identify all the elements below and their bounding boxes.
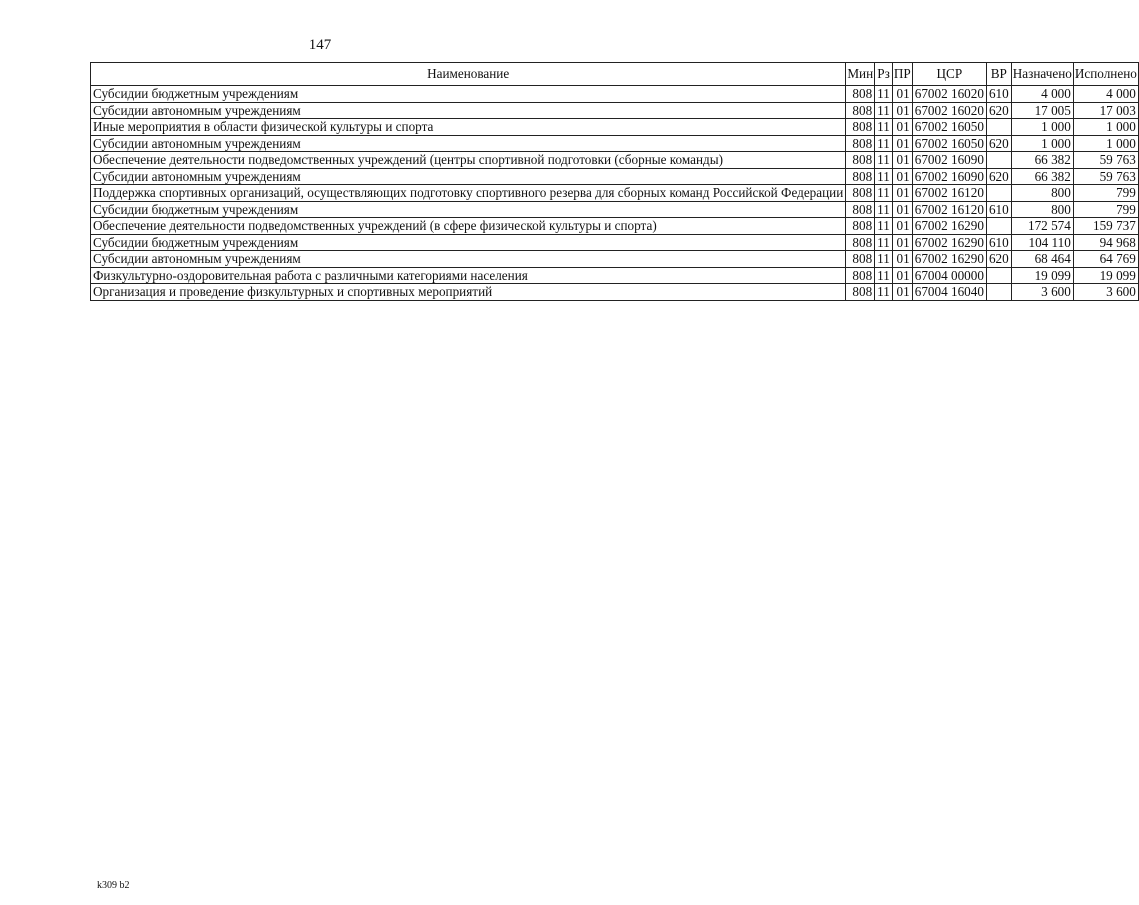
cell-naznacheno: 66 382	[1011, 152, 1073, 169]
cell-ispolneno: 64 769	[1073, 251, 1138, 268]
cell-name: Субсидии автономным учреждениям	[91, 102, 846, 119]
cell-min: 808	[846, 185, 875, 202]
cell-min: 808	[846, 119, 875, 136]
cell-pr: 01	[892, 234, 912, 251]
cell-vr: 620	[986, 135, 1011, 152]
cell-vr	[986, 267, 1011, 284]
cell-pr: 01	[892, 135, 912, 152]
cell-vr: 610	[986, 201, 1011, 218]
cell-pr: 01	[892, 218, 912, 235]
table-row	[91, 234, 1139, 251]
cell-ispolneno: 799	[1073, 201, 1138, 218]
cell-vr: 620	[986, 102, 1011, 119]
header-min: Мин	[846, 63, 875, 86]
cell-naznacheno: 68 464	[1011, 251, 1073, 268]
cell-min: 808	[846, 284, 875, 301]
cell-csr: 67002 16120	[912, 185, 986, 202]
cell-ispolneno: 1 000	[1073, 119, 1138, 136]
cell-pr: 01	[892, 168, 912, 185]
cell-pr: 01	[892, 102, 912, 119]
cell-name: Субсидии бюджетным учреждениям	[91, 234, 846, 251]
cell-naznacheno: 1 000	[1011, 119, 1073, 136]
cell-naznacheno: 66 382	[1011, 168, 1073, 185]
cell-pr: 01	[892, 284, 912, 301]
cell-rz: 11	[875, 102, 893, 119]
cell-naznacheno: 172 574	[1011, 218, 1073, 235]
cell-csr: 67002 16050	[912, 135, 986, 152]
cell-min: 808	[846, 267, 875, 284]
cell-vr	[986, 185, 1011, 202]
cell-csr: 67004 16040	[912, 284, 986, 301]
cell-name: Субсидии автономным учреждениям	[91, 135, 846, 152]
header-ispolneno: Исполнено	[1073, 63, 1138, 86]
cell-pr: 01	[892, 152, 912, 169]
cell-min: 808	[846, 135, 875, 152]
cell-ispolneno: 17 003	[1073, 102, 1138, 119]
cell-name: Субсидии бюджетным учреждениям	[91, 86, 846, 103]
table-row	[91, 168, 1139, 185]
cell-ispolneno: 59 763	[1073, 152, 1138, 169]
cell-csr: 67002 16090	[912, 168, 986, 185]
cell-ispolneno: 94 968	[1073, 234, 1138, 251]
cell-min: 808	[846, 218, 875, 235]
cell-rz: 11	[875, 234, 893, 251]
cell-naznacheno: 1 000	[1011, 135, 1073, 152]
cell-naznacheno: 3 600	[1011, 284, 1073, 301]
cell-name: Иные мероприятия в области физической культуры и спорта	[91, 119, 846, 136]
cell-vr: 620	[986, 168, 1011, 185]
cell-csr: 67002 16050	[912, 119, 986, 136]
cell-ispolneno: 4 000	[1073, 86, 1138, 103]
table-row	[91, 201, 1139, 218]
table-header-row	[91, 63, 1139, 86]
cell-vr	[986, 284, 1011, 301]
cell-csr: 67002 16120	[912, 201, 986, 218]
cell-csr: 67002 16020	[912, 86, 986, 103]
cell-vr: 620	[986, 251, 1011, 268]
cell-vr: 610	[986, 234, 1011, 251]
cell-csr: 67002 16290	[912, 251, 986, 268]
cell-rz: 11	[875, 86, 893, 103]
cell-min: 808	[846, 168, 875, 185]
header-naznacheno: Назначено	[1011, 63, 1073, 86]
table-row	[91, 185, 1139, 202]
cell-name: Поддержка спортивных организаций, осуществляющих подготовку спортивного резерва для сборных команд Российской Федерации	[91, 185, 846, 202]
cell-name: Физкультурно-оздоровительная работа с различными категориями населения	[91, 267, 846, 284]
table-row	[91, 135, 1139, 152]
cell-rz: 11	[875, 119, 893, 136]
cell-vr	[986, 152, 1011, 169]
cell-rz: 11	[875, 218, 893, 235]
cell-pr: 01	[892, 185, 912, 202]
budget-table	[90, 62, 1139, 301]
cell-min: 808	[846, 201, 875, 218]
cell-vr	[986, 218, 1011, 235]
cell-vr: 610	[986, 86, 1011, 103]
cell-ispolneno: 19 099	[1073, 267, 1138, 284]
footer-code: k309 b2	[97, 880, 130, 891]
cell-ispolneno: 1 000	[1073, 135, 1138, 152]
cell-naznacheno: 17 005	[1011, 102, 1073, 119]
cell-name: Субсидии автономным учреждениям	[91, 251, 846, 268]
table-row	[91, 267, 1139, 284]
cell-csr: 67002 16290	[912, 218, 986, 235]
cell-ispolneno: 159 737	[1073, 218, 1138, 235]
cell-rz: 11	[875, 168, 893, 185]
header-pr: ПР	[892, 63, 912, 86]
table-row	[91, 218, 1139, 235]
table-body	[91, 86, 1139, 301]
table-row	[91, 119, 1139, 136]
cell-ispolneno: 3 600	[1073, 284, 1138, 301]
cell-csr: 67002 16090	[912, 152, 986, 169]
cell-vr	[986, 119, 1011, 136]
cell-ispolneno: 59 763	[1073, 168, 1138, 185]
cell-name: Субсидии бюджетным учреждениям	[91, 201, 846, 218]
cell-csr: 67002 16290	[912, 234, 986, 251]
cell-min: 808	[846, 234, 875, 251]
cell-ispolneno: 799	[1073, 185, 1138, 202]
cell-csr: 67002 16020	[912, 102, 986, 119]
header-name: Наименование	[91, 63, 846, 86]
cell-rz: 11	[875, 152, 893, 169]
table-row	[91, 251, 1139, 268]
table-row	[91, 284, 1139, 301]
cell-naznacheno: 4 000	[1011, 86, 1073, 103]
cell-pr: 01	[892, 119, 912, 136]
cell-min: 808	[846, 102, 875, 119]
table-row	[91, 152, 1139, 169]
cell-min: 808	[846, 152, 875, 169]
cell-name: Обеспечение деятельности подведомственных учреждений (в сфере физической культуры и спорта)	[91, 218, 846, 235]
cell-rz: 11	[875, 251, 893, 268]
cell-pr: 01	[892, 251, 912, 268]
cell-name: Субсидии автономным учреждениям	[91, 168, 846, 185]
cell-min: 808	[846, 251, 875, 268]
cell-rz: 11	[875, 284, 893, 301]
cell-naznacheno: 800	[1011, 201, 1073, 218]
header-vr: ВР	[986, 63, 1011, 86]
cell-rz: 11	[875, 135, 893, 152]
page-number: 147	[308, 37, 332, 53]
cell-naznacheno: 19 099	[1011, 267, 1073, 284]
cell-csr: 67004 00000	[912, 267, 986, 284]
header-csr: ЦСР	[912, 63, 986, 86]
cell-pr: 01	[892, 86, 912, 103]
cell-name: Организация и проведение физкультурных и спортивных мероприятий	[91, 284, 846, 301]
cell-pr: 01	[892, 267, 912, 284]
cell-pr: 01	[892, 201, 912, 218]
cell-name: Обеспечение деятельности подведомственных учреждений (центры спортивной подготовки (сборные команды)	[91, 152, 846, 169]
cell-rz: 11	[875, 267, 893, 284]
cell-naznacheno: 104 110	[1011, 234, 1073, 251]
cell-rz: 11	[875, 185, 893, 202]
header-rz: Рз	[875, 63, 893, 86]
cell-min: 808	[846, 86, 875, 103]
cell-naznacheno: 800	[1011, 185, 1073, 202]
table-row	[91, 102, 1139, 119]
cell-rz: 11	[875, 201, 893, 218]
table-row	[91, 86, 1139, 103]
